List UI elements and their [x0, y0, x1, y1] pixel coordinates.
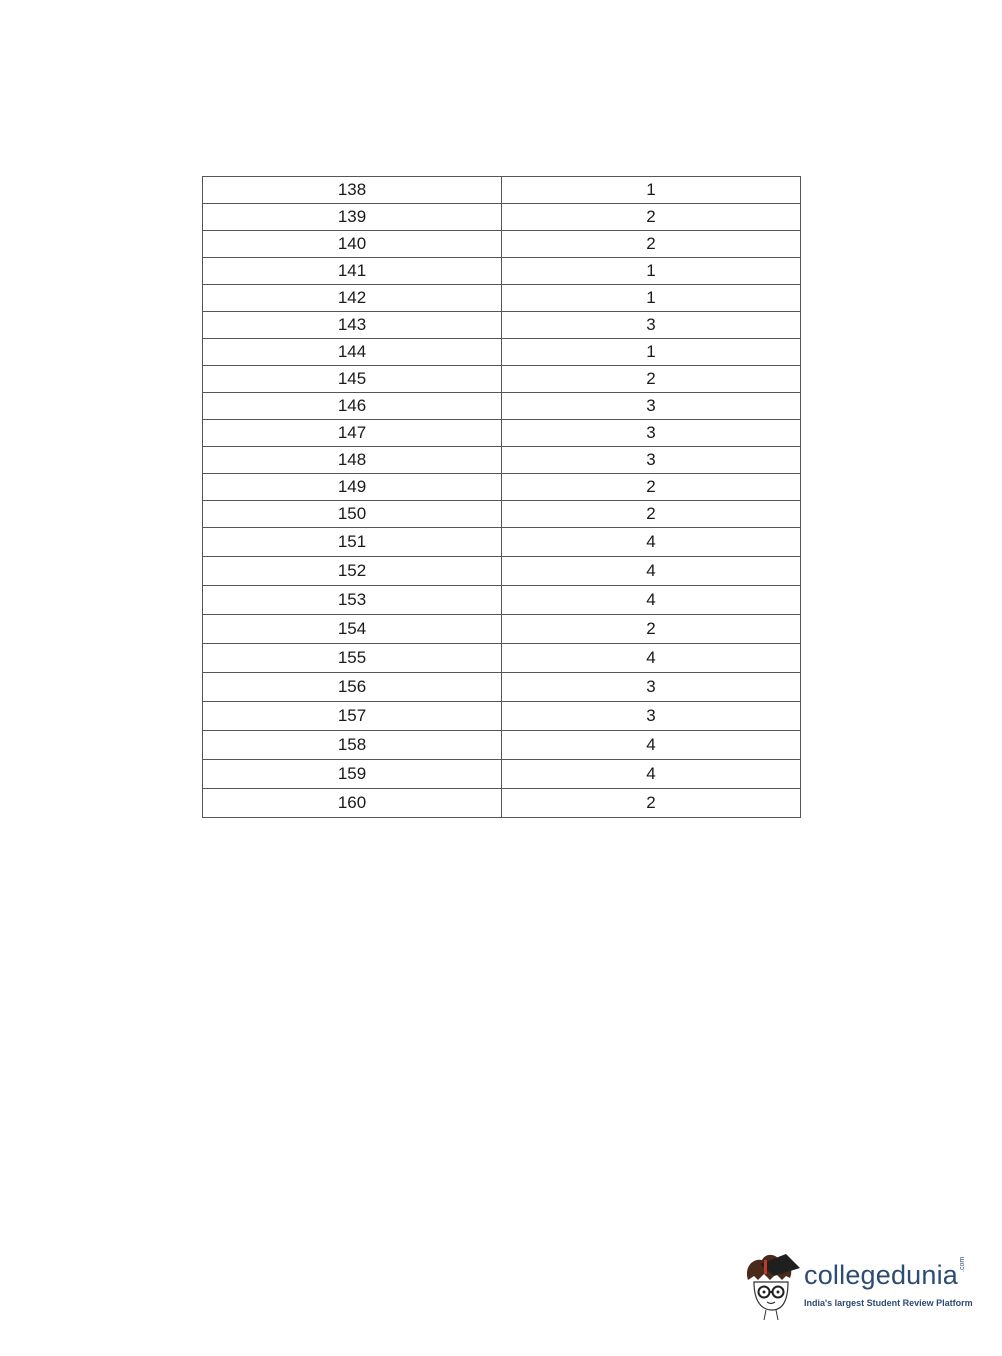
answer-cell: 2	[502, 474, 801, 501]
table-row	[203, 501, 801, 528]
question-number-cell: 138	[203, 177, 502, 204]
answer-cell: 2	[502, 789, 801, 818]
question-number-cell: 139	[203, 204, 502, 231]
answer-cell: 1	[502, 339, 801, 366]
question-number-cell: 141	[203, 258, 502, 285]
table-row	[203, 586, 801, 615]
answer-cell: 4	[502, 731, 801, 760]
question-number-cell: 152	[203, 557, 502, 586]
table-row	[203, 339, 801, 366]
question-number-cell: 140	[203, 231, 502, 258]
question-number-cell: 148	[203, 447, 502, 474]
question-number-cell: 158	[203, 731, 502, 760]
question-number-cell: 153	[203, 586, 502, 615]
answer-cell: 4	[502, 644, 801, 673]
question-number-cell: 160	[203, 789, 502, 818]
answer-cell: 4	[502, 586, 801, 615]
question-number-cell: 149	[203, 474, 502, 501]
table-row	[203, 312, 801, 339]
answer-cell: 1	[502, 177, 801, 204]
table-row	[203, 285, 801, 312]
question-number-cell: 151	[203, 528, 502, 557]
question-number-cell: 154	[203, 615, 502, 644]
table-row	[203, 474, 801, 501]
answer-cell: 3	[502, 702, 801, 731]
question-number-cell: 147	[203, 420, 502, 447]
answer-cell: 3	[502, 447, 801, 474]
answer-cell: 1	[502, 258, 801, 285]
table-row	[203, 420, 801, 447]
answer-cell: 2	[502, 204, 801, 231]
table-row	[203, 258, 801, 285]
table-row	[203, 204, 801, 231]
answer-cell: 1	[502, 285, 801, 312]
question-number-cell: 144	[203, 339, 502, 366]
answer-cell: 4	[502, 760, 801, 789]
logo-wordmark: collegedunia	[804, 1260, 959, 1290]
question-number-cell: 146	[203, 393, 502, 420]
table-row	[203, 366, 801, 393]
table-row	[203, 528, 801, 557]
answer-cell: 2	[502, 615, 801, 644]
question-number-cell: 155	[203, 644, 502, 673]
question-number-cell: 156	[203, 673, 502, 702]
table-row	[203, 644, 801, 673]
answer-cell: 2	[502, 231, 801, 258]
student-mascot-icon	[742, 1250, 800, 1320]
table-row	[203, 393, 801, 420]
table-row	[203, 731, 801, 760]
table-row	[203, 447, 801, 474]
answer-cell: 4	[502, 528, 801, 557]
table-row	[203, 702, 801, 731]
answer-key-table	[202, 176, 801, 818]
table-row	[203, 177, 801, 204]
answer-cell: 3	[502, 420, 801, 447]
logo-domain-suffix: .com	[959, 1256, 966, 1272]
answer-cell: 3	[502, 312, 801, 339]
question-number-cell: 143	[203, 312, 502, 339]
question-number-cell: 142	[203, 285, 502, 312]
table-row	[203, 673, 801, 702]
question-number-cell: 150	[203, 501, 502, 528]
logo-tagline: India's largest Student Review Platform	[804, 1298, 973, 1308]
question-number-cell: 145	[203, 366, 502, 393]
answer-cell: 3	[502, 393, 801, 420]
answer-cell: 3	[502, 673, 801, 702]
table-row	[203, 789, 801, 818]
table-row	[203, 231, 801, 258]
table-row	[203, 557, 801, 586]
answer-cell: 4	[502, 557, 801, 586]
answer-cell: 2	[502, 366, 801, 393]
collegedunia-logo	[742, 1250, 972, 1320]
question-number-cell: 157	[203, 702, 502, 731]
answer-cell: 2	[502, 501, 801, 528]
table-row	[203, 615, 801, 644]
question-number-cell: 159	[203, 760, 502, 789]
table-row	[203, 760, 801, 789]
